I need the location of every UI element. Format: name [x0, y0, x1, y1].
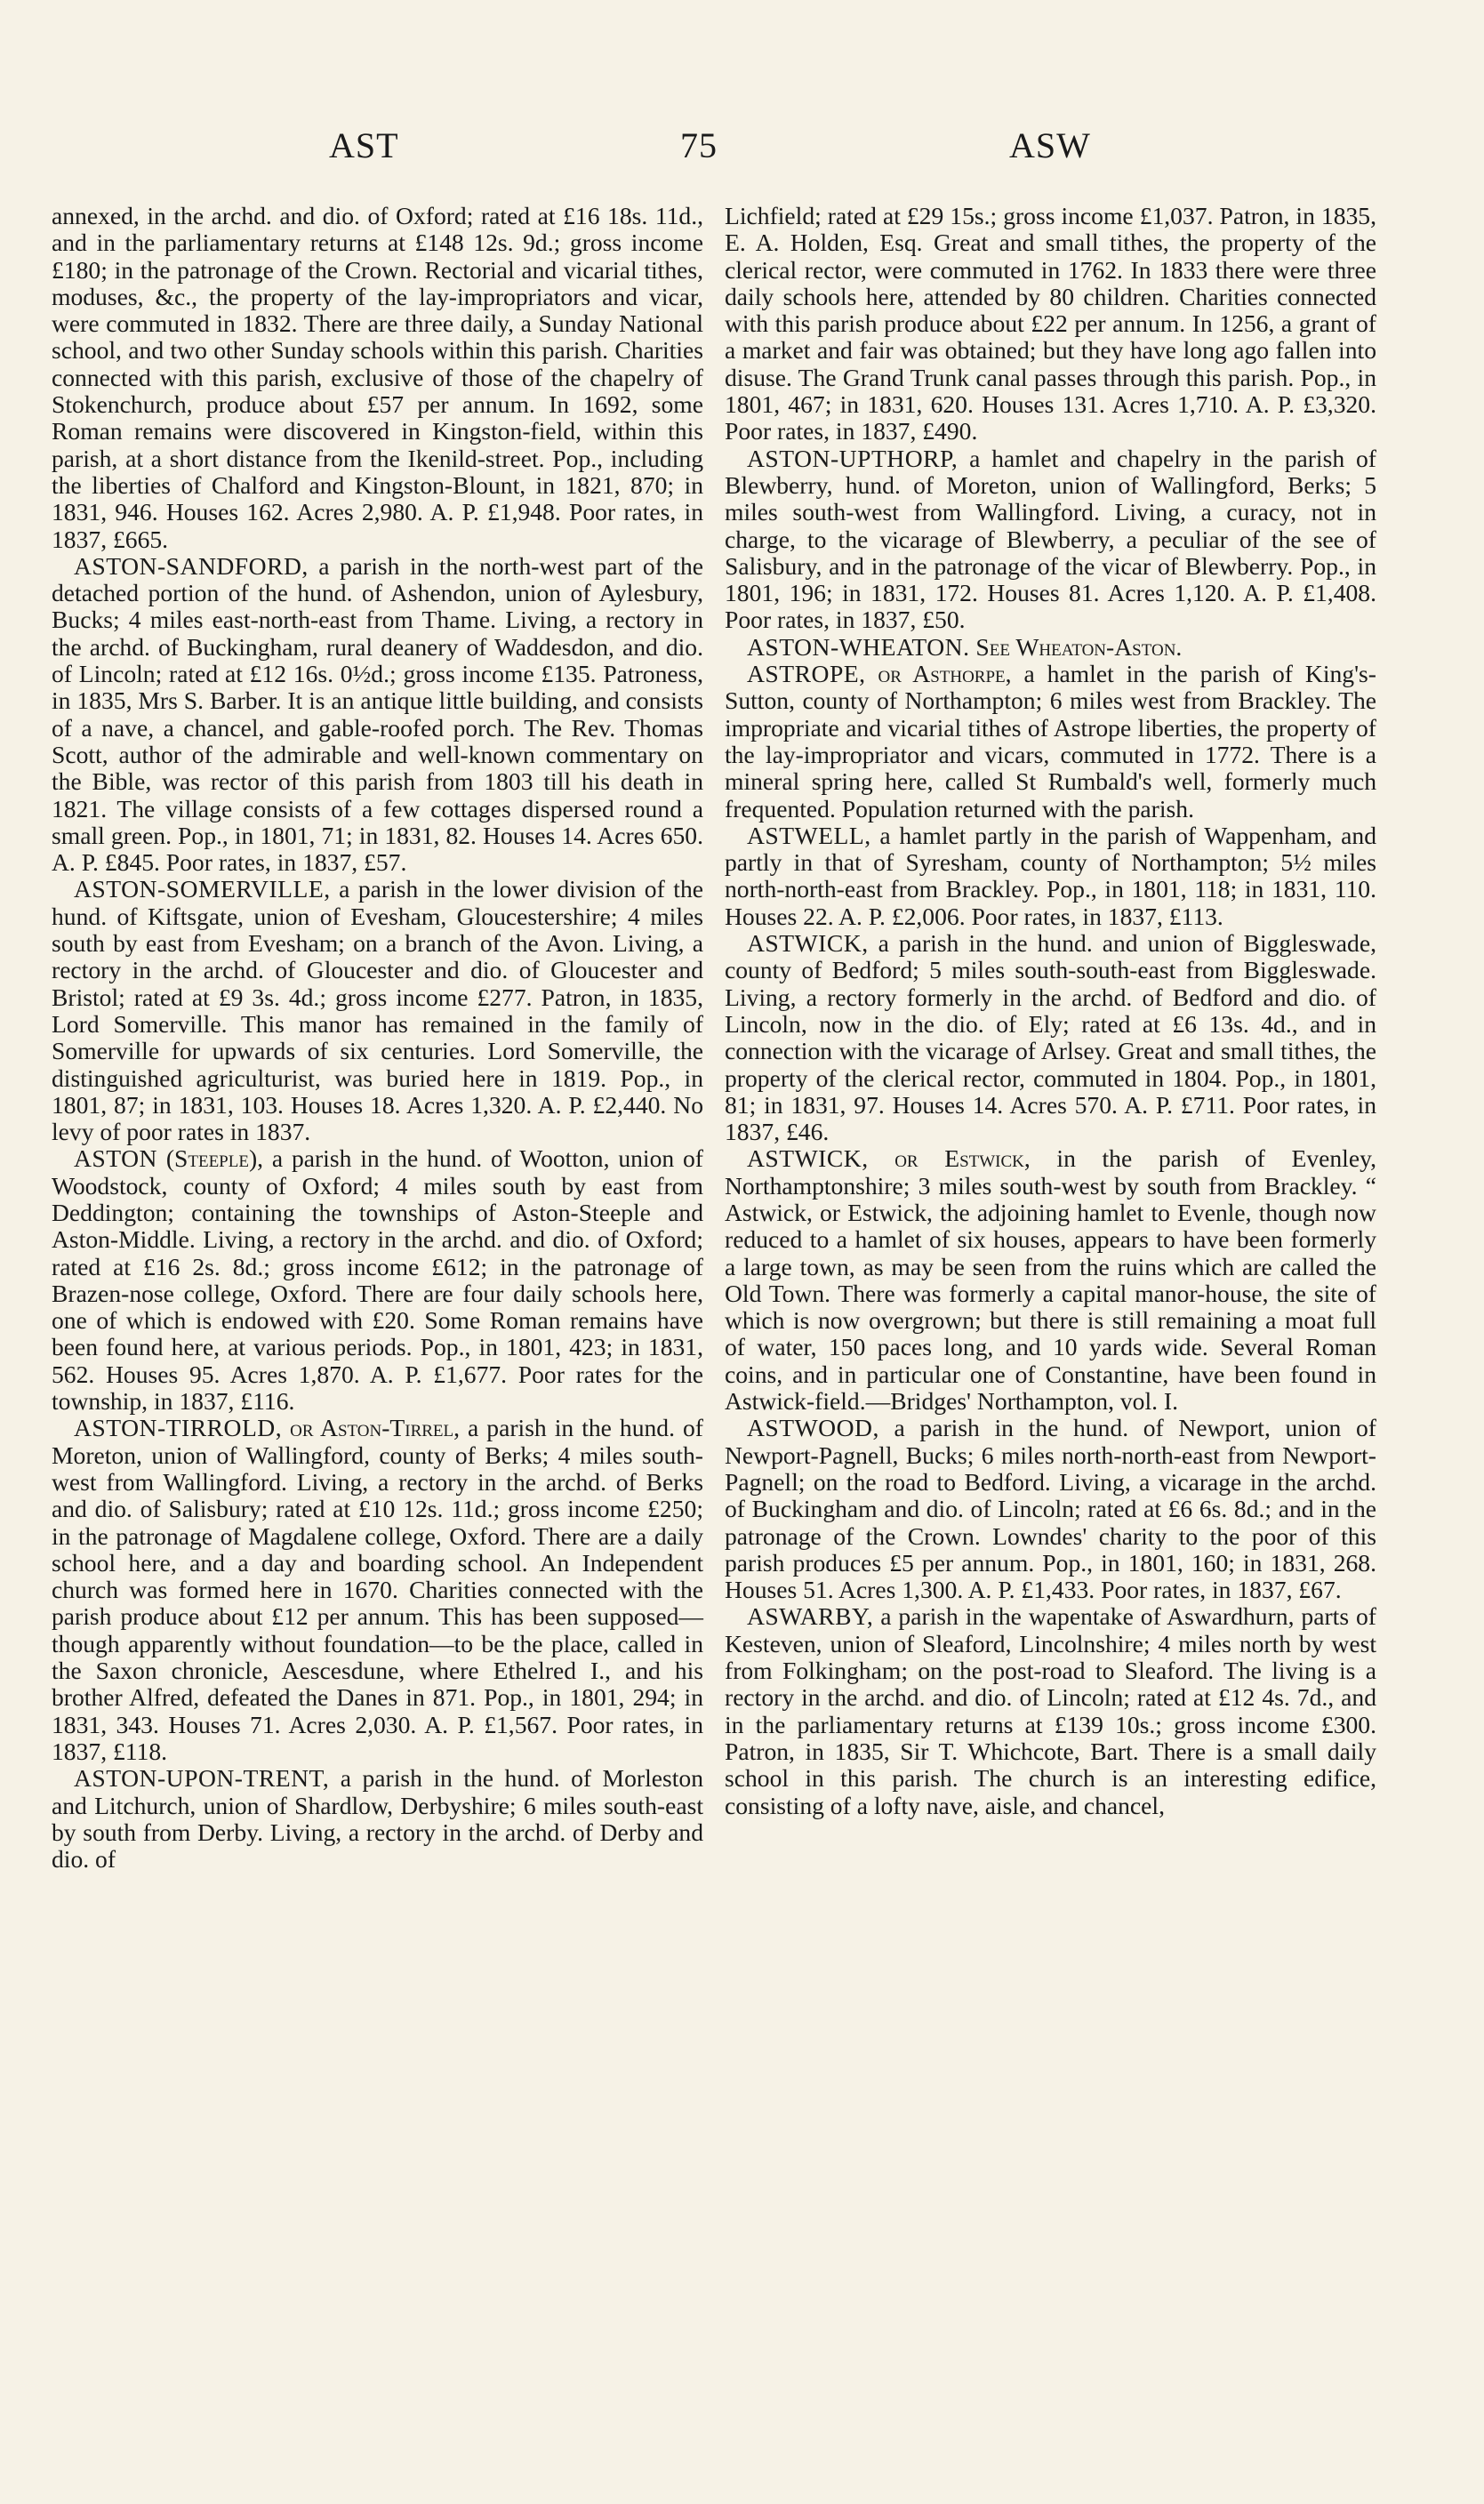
- entry-headword: ASTON-UPTHORP,: [747, 444, 959, 472]
- entry-text: in the parish of Evenley, Northamptonshire; 3 miles south-west by south from Brackley. “ Astwick, or Estwick, the adjoining hamlet to Evenle, though now reduced to a hamlet of six houses, appears to have been formerly a large town, as may be seen from the ruins which are called the Old Town. There was formerly a capital manor-house, the site of which is now overgrown; but there is still remaining a moat full of water, 150 paces long, and 10 yards wide. Several Roman coins, and in particular one of Constantine, have been found in Astwick-field.—Bridges' Northampton, vol. I.: [725, 1144, 1376, 1416]
- entry-variant-name: See Wheaton-Aston.: [969, 632, 1183, 661]
- entry-text: a parish in the north-west part of the detached portion of the hund. of Ashendon, union of Aylesbury, Bucks; 4 miles east-north-east from Thame. Living, a rectory in the archd. of Buckingham, rural deanery of Waddesdon, and dio. of Lincoln; rated at £12 16s. 0½d.; gross income £135. Patroness, in 1835, Mrs S. Barber. It is an antique little building, and consists of a nave, a chancel, and gable-roofed porch. The Rev. Thomas Scott, author of the admirable and well-known commentary on the Bible, was rector of this parish from 1803 till his death in 1821. The village consists of a few cottages dispersed round a small green. Pop., in 1801, 71; in 1831, 82. Houses 14. Acres 650. A. P. £845. Poor rates, in 1837, £57.: [52, 551, 703, 877]
- entry-text: Lichfield; rated at £29 15s.; gross income £1,037. Patron, in 1835, E. A. Holden, Esq. Great and small tithes, the property of the clerical rector, were commuted in 1762. In 1833 there were three daily schools here, attended by 80 children. Charities connected with this parish produce about £22 per annum. In 1256, a grant of a market and fair was obtained; but they have long ago fallen into disuse. The Grand Trunk canal passes through this parish. Pop., in 1801, 467; in 1831, 620. Houses 131. Acres 1,710. A. P. £3,320. Poor rates, in 1837, £490.: [725, 202, 1376, 445]
- entry-paragraph: [52, 876, 703, 1145]
- entry-paragraph: [52, 203, 703, 553]
- entry-paragraph: [725, 203, 1376, 445]
- entry-variant-name: or Estwick,: [868, 1144, 1031, 1173]
- entry-headword: ASTON-TIRROLD,: [74, 1414, 283, 1442]
- entry-paragraph: [52, 1415, 703, 1765]
- entry-text: a parish in the hund. of Morleston and Litchurch, union of Shardlow, Derbyshire; 6 miles south-east by south from Derby. Living, a rectory in the archd. of Derby and dio. of: [52, 1764, 703, 1874]
- entry-paragraph: [725, 1415, 1376, 1603]
- entry-paragraph: [52, 1765, 703, 1873]
- entry-headword: ASTON-SOMERVILLE,: [74, 875, 331, 903]
- entry-text: a parish in the hund. of Moreton, union of Wallingford, county of Berks; 4 miles south-west from Wallingford. Living, a rectory in the archd. of Berks and dio. of Salisbury; rated at £10 12s. 11d.; gross income £250; in the patronage of Magdalene college, Oxford. There are a daily school here, and a day and boarding school. An Independent church was formed here in 1670. Charities connected with the parish produce about £12 per annum. This has been supposed—though apparently without foundation—to be the place, called in the Saxon chronicle, Aescesdune, where Ethelred I., and his brother Alfred, defeated the Danes in 871. Pop., in 1801, 294; in 1831, 343. Houses 71. Acres 2,030. A. P. £1,567. Poor rates, in 1837, £118.: [52, 1414, 703, 1765]
- entry-headword: ASTWELL,: [747, 821, 871, 849]
- entry-headword: ASWARBY,: [747, 1602, 874, 1631]
- entry-text: a parish in the hund. of Newport, union of Newport-Pagnell, Bucks; 6 miles north-north-east from Newport-Pagnell; on the road to Bedford. Living, a vicarage in the archd. of Buckingham and dio. of Lincoln; rated at £6 6s. 8d.; and in the patronage of the Crown. Lowndes' charity to the poor of this parish produces £5 per annum. Pop., in 1801, 160; in 1831, 268. Houses 51. Acres 1,300. A. P. £1,433. Poor rates, in 1837, £67.: [725, 1414, 1376, 1604]
- entry-headword: ASTROPE,: [747, 660, 866, 688]
- entry-headword: ASTWOOD,: [747, 1414, 879, 1442]
- entry-headword: ASTWICK,: [747, 1144, 869, 1173]
- entry-variant-name: (Steeple),: [157, 1144, 264, 1173]
- left-column: [52, 203, 703, 1873]
- entry-paragraph: [725, 823, 1376, 930]
- header-right-guideword: ASW: [1009, 125, 1091, 165]
- entry-variant-name: or Aston-Tirrel,: [282, 1414, 461, 1442]
- entry-text: a hamlet in the parish of King's-Sutton, county of Northampton; 6 miles west from Brackley. The impropriate and vicarial tithes of Astrope liberties, the property of the lay-impropriator and vicars, commuted in 1772. There is a mineral spring here, called St Rumbald's well, formerly much frequented. Population returned with the parish.: [725, 660, 1376, 823]
- running-header: [0, 124, 1484, 187]
- entry-text: a hamlet and chapelry in the parish of Blewberry, hund. of Moreton, union of Wallingford, Berks; 5 miles south-west from Wallingford. Living, a curacy, not in charge, to the vicarage of Blewberry, a peculiar of the see of Salisbury, and in the patronage of the vicar of Blewberry. Pop., in 1801, 196; in 1831, 172. Houses 81. Acres 1,120. A. P. £1,408. Poor rates, in 1837, £50.: [725, 444, 1376, 634]
- header-left-guideword: AST: [329, 125, 399, 165]
- entry-paragraph: [725, 930, 1376, 1145]
- entry-text: a parish in the hund. of Wootton, union of Woodstock, county of Oxford; 4 miles south by east from Deddington; containing the townships of Aston-Steeple and Aston-Middle. Living, a rectory in the archd. and dio. of Oxford; rated at £16 2s. 8d.; gross income £612; in the patronage of Brazen-nose college, Oxford. There are four daily schools here, one of which is endowed with £20. Some Roman remains have been found here, at various periods. Pop., in 1801, 423; in 1831, 562. Houses 95. Acres 1,870. A. P. £1,677. Poor rates for the township, in 1837, £116.: [52, 1144, 703, 1416]
- entry-paragraph: [725, 1603, 1376, 1818]
- entry-headword: ASTWICK,: [747, 929, 869, 958]
- entry-paragraph: [52, 1145, 703, 1415]
- entry-paragraph: [725, 1145, 1376, 1415]
- right-column: [725, 203, 1376, 1819]
- entry-text: a parish in the hund. and union of Biggleswade, county of Bedford; 5 miles south-south-east from Biggleswade. Living, a rectory formerly in the archd. of Bedford and dio. of Lincoln, now in the dio. of Ely; rated at £6 13s. 4d., and in connection with the vicarage of Arlsey. Great and small tithes, the property of the clerical rector, commuted in 1804. Pop., in 1801, 81; in 1831, 97. Houses 14. Acres 570. A. P. £711. Poor rates, in 1837, £46.: [725, 929, 1376, 1146]
- entry-paragraph: [52, 553, 703, 877]
- entry-text: a hamlet partly in the parish of Wappenham, and partly in that of Syresham, county of Northampton; 5½ miles north-north-east from Brackley. Pop., in 1801, 118; in 1831, 110. Houses 22. A. P. £2,006. Poor rates, in 1837, £113.: [725, 821, 1376, 930]
- page-number: 75: [680, 125, 718, 165]
- entry-headword: ASTON: [74, 1144, 157, 1173]
- entry-variant-name: or Asthorpe,: [865, 660, 1012, 688]
- entry-paragraph: [725, 445, 1376, 634]
- entry-text: a parish in the lower division of the hund. of Kiftsgate, union of Evesham, Gloucestershire; 4 miles south by east from Evesham; on a branch of the Avon. Living, a rectory in the archd. of Gloucester and dio. of Gloucester and Bristol; rated at £9 3s. 4d.; gross income £277. Patron, in 1835, Lord Somerville. This manor has remained in the family of Somerville for upwards of six centuries. Lord Somerville, the distinguished agriculturist, was buried here in 1819. Pop., in 1801, 87; in 1831, 103. Houses 18. Acres 1,320. A. P. £2,440. No levy of poor rates in 1837.: [52, 875, 703, 1146]
- entry-paragraph: [725, 634, 1376, 661]
- entry-text: annexed, in the archd. and dio. of Oxford; rated at £16 18s. 11d., and in the parliamentary returns at £148 12s. 9d.; gross income £180; in the patronage of the Crown. Rectorial and vicarial tithes, moduses, &c., the property of the lay-impropriators and vicar, were commuted in 1832. There are three daily, a Sunday National school, and two other Sunday schools within this parish. Charities connected with this parish, exclusive of those of the chapelry of Stokenchurch, produce about £57 per annum. In 1692, some Roman remains were discovered in Kingston-field, within this parish, at a short distance from the Ikenild-street. Pop., including the liberties of Chalford and Kingston-Blount, in 1821, 870; in 1831, 946. Houses 162. Acres 2,980. A. P. £1,948. Poor rates, in 1837, £665.: [52, 202, 703, 553]
- entry-headword: ASTON-UPON-TRENT,: [74, 1764, 330, 1793]
- entry-paragraph: [725, 661, 1376, 823]
- entry-text: a parish in the wapentake of Aswardhurn, parts of Kesteven, union of Sleaford, Lincolnshire; 4 miles north by west from Folkingham; on the post-road to Sleaford. The living is a rectory in the archd. and dio. of Lincoln; rated at £12 4s. 7d., and in the parliamentary returns at £139 10s.; gross income £300. Patron, in 1835, Sir T. Whichcote, Bart. There is a small daily school in this parish. The church is an interesting edifice, consisting of a lofty nave, aisle, and chancel,: [725, 1602, 1376, 1819]
- entry-headword: ASTON-WHEATON.: [747, 632, 970, 661]
- entry-headword: ASTON-SANDFORD,: [74, 551, 309, 580]
